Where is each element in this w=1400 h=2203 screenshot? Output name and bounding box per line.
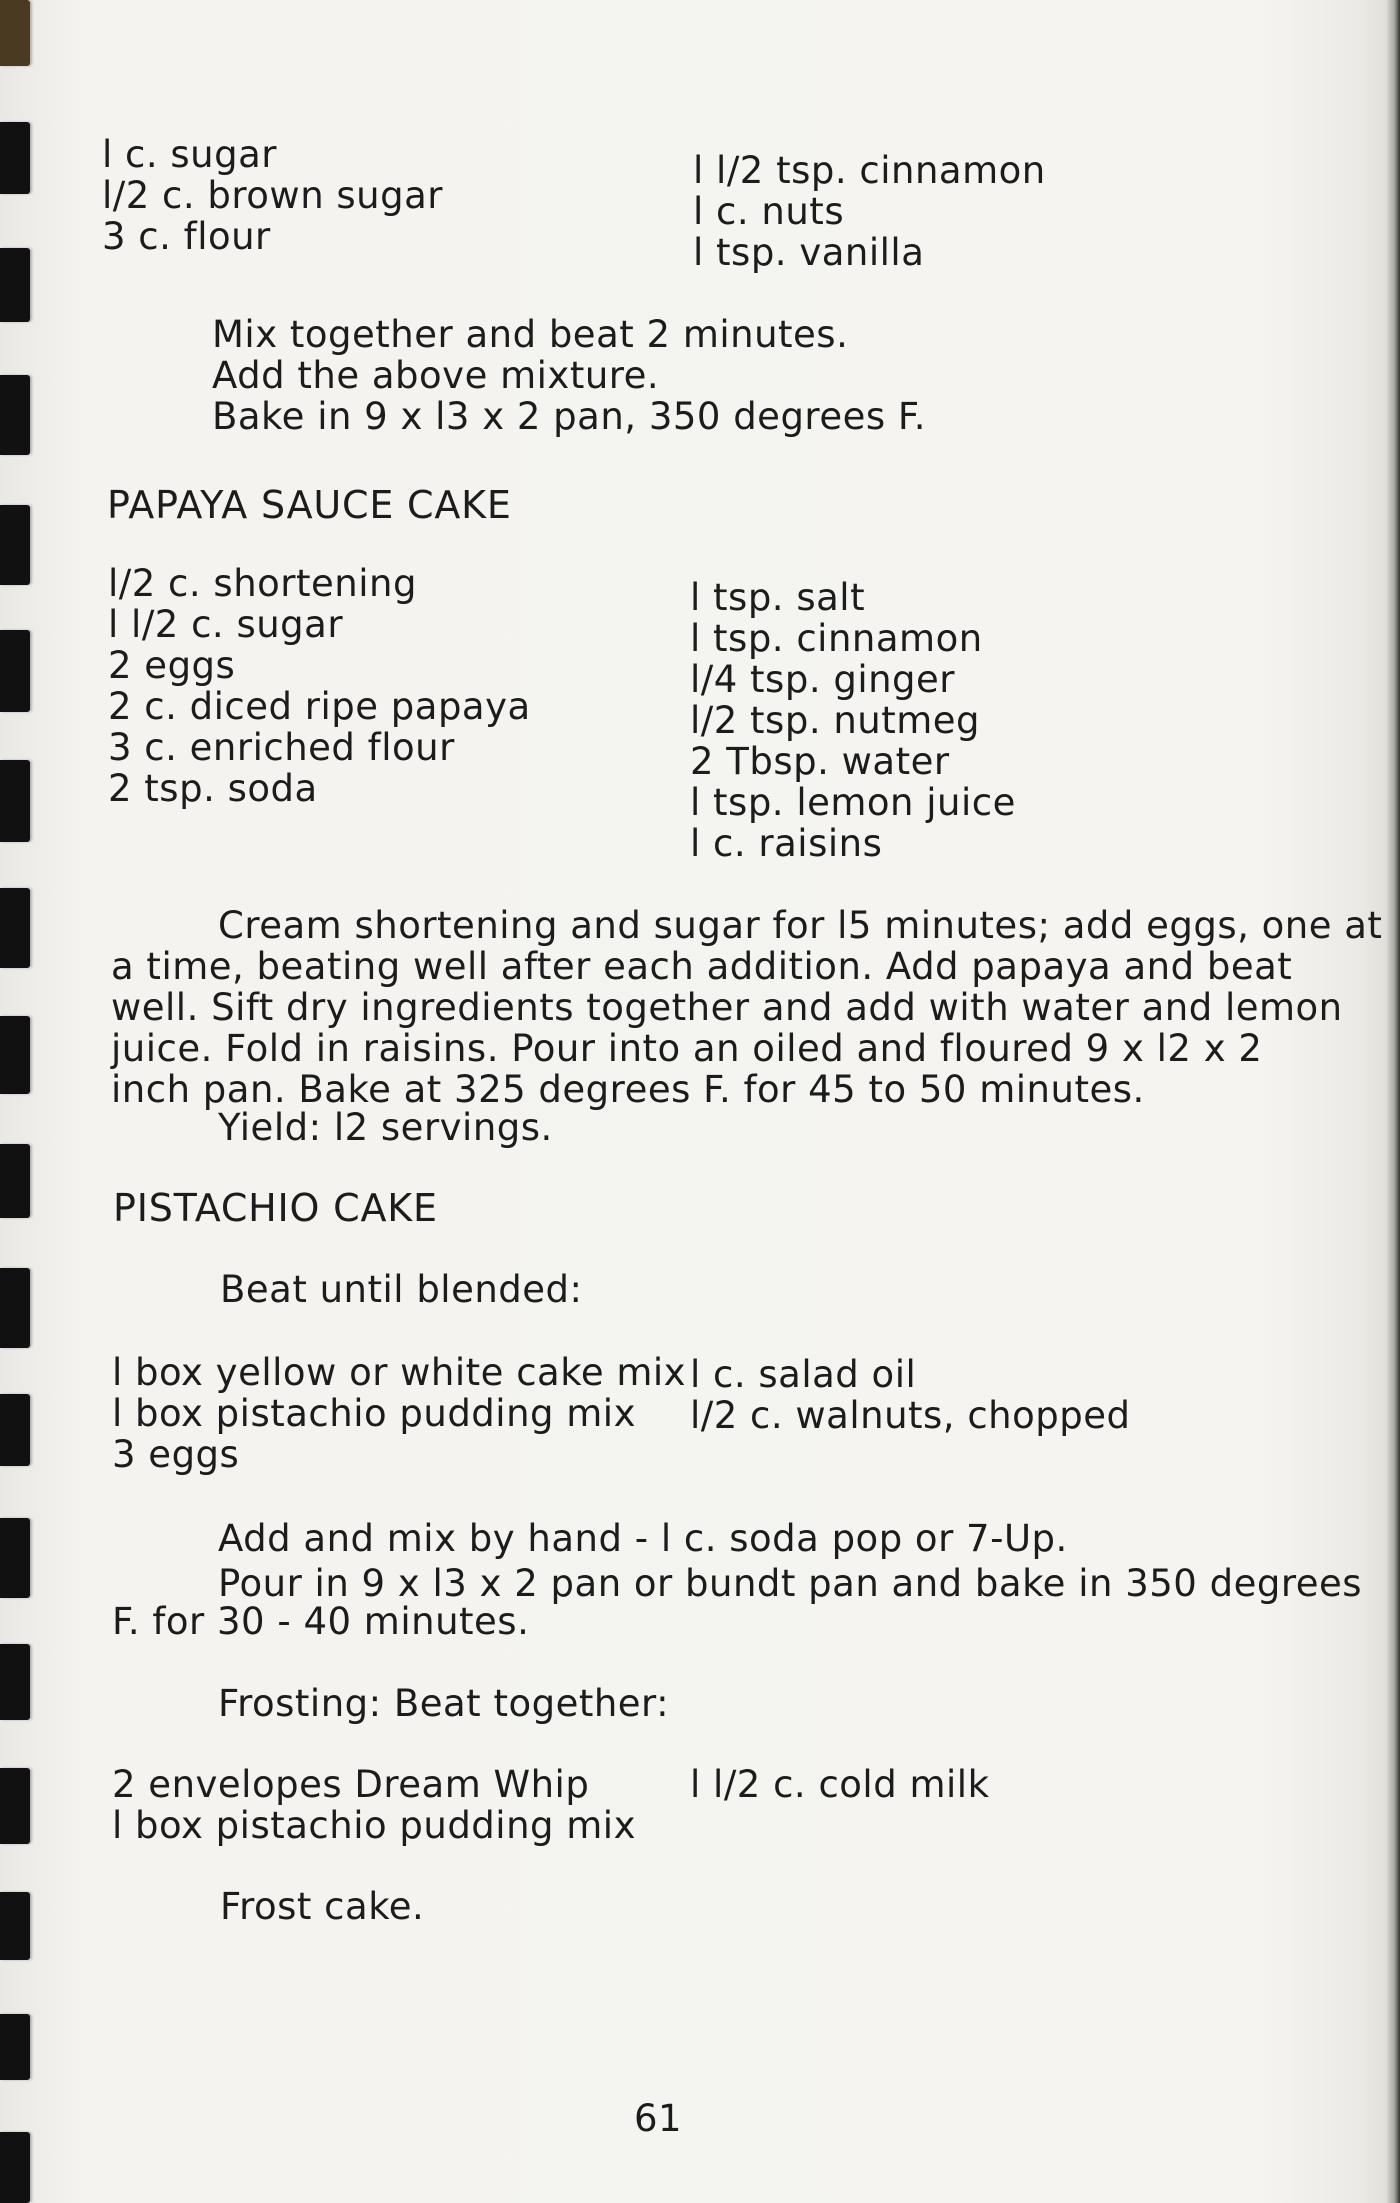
frosting-label: Frosting: Beat together: — [218, 1682, 670, 1725]
frost-cake-line: Frost cake. — [220, 1885, 425, 1928]
ingredient: 2 eggs — [108, 644, 236, 687]
ingredient: 2 c. diced ripe papaya — [108, 685, 531, 728]
instruction-line: Bake in 9 x l3 x 2 pan, 350 degrees F. — [212, 395, 926, 438]
ingredient: 2 tsp. soda — [108, 767, 318, 810]
ingredient: l tsp. salt — [690, 576, 866, 619]
binding-ring — [0, 630, 30, 712]
ingredient: l c. raisins — [690, 822, 883, 865]
ingredient: 3 c. enriched flour — [108, 726, 455, 769]
ingredient: l/4 tsp. ginger — [690, 658, 956, 701]
frosting-ingredients-left — [112, 1764, 636, 1846]
instruction-line: Add the above mixture. — [212, 354, 660, 397]
papaya-ingredients-left — [108, 563, 531, 809]
ingredient: l c. sugar — [102, 133, 278, 176]
binding-ring — [0, 1394, 30, 1466]
method-line: a time, beating well after each addition. Add papaya and beat — [111, 945, 1293, 988]
ingredient: l l/2 tsp. cinnamon — [693, 149, 1046, 192]
ingredient: l tsp. vanilla — [693, 231, 925, 274]
pistachio-ingredients-right — [690, 1354, 1131, 1436]
beat-until-blended: Beat until blended: — [220, 1268, 583, 1311]
papaya-cake-title: PAPAYA SAUCE CAKE — [107, 483, 512, 527]
ingredient: l/2 c. walnuts, chopped — [690, 1394, 1131, 1437]
ingredient: l/2 c. brown sugar — [102, 174, 444, 217]
frosting-ingredients-right — [690, 1764, 990, 1805]
pour-line-continued: F. for 30 - 40 minutes. — [112, 1600, 530, 1643]
binding-ring — [0, 505, 30, 585]
ingredient: l c. salad oil — [690, 1353, 917, 1396]
binding-ring — [0, 760, 30, 842]
ingredient: l box yellow or white cake mix — [112, 1351, 687, 1394]
top-ingredients-left — [102, 134, 443, 257]
pistachio-ingredients-left — [112, 1352, 686, 1475]
ingredient: l/2 c. shortening — [108, 562, 417, 605]
method-line: inch pan. Bake at 325 degrees F. for 45 to 50 minutes. — [111, 1068, 1145, 1111]
binding-ring — [0, 1518, 30, 1598]
ingredient: l box pistachio pudding mix — [112, 1804, 636, 1847]
papaya-method — [111, 904, 1383, 1149]
page-edge-shadow — [1386, 0, 1400, 2203]
method-line: juice. Fold in raisins. Pour into an oiled and floured 9 x l2 x 2 — [111, 1027, 1263, 1070]
binding-ring — [0, 1144, 30, 1218]
instruction-line: Mix together and beat 2 minutes. — [212, 313, 849, 356]
ingredient: l/2 tsp. nutmeg — [690, 699, 981, 742]
pour-line: Pour in 9 x l3 x 2 pan or bundt pan and bake in 350 degrees — [218, 1562, 1363, 1605]
top-ingredients-right — [693, 150, 1046, 273]
binding-ring — [0, 0, 30, 66]
papaya-ingredients-right — [690, 577, 1016, 864]
binding-ring — [0, 375, 30, 455]
binding-ring — [0, 2014, 30, 2080]
binding-ring — [0, 888, 30, 968]
ingredient: l tsp. cinnamon — [690, 617, 983, 660]
ingredient: l l/2 c. sugar — [108, 603, 344, 646]
method-line: Cream shortening and sugar for l5 minutes; add eggs, one at — [218, 904, 1383, 947]
binding-ring — [0, 2132, 30, 2203]
binding-ring — [0, 1768, 30, 1844]
binding-ring — [0, 1016, 30, 1094]
ingredient: l tsp. lemon juice — [690, 781, 1016, 824]
ingredient: l l/2 c. cold milk — [690, 1763, 990, 1806]
top-instructions — [212, 314, 926, 437]
pistachio-cake-title: PISTACHIO CAKE — [113, 1186, 438, 1230]
binding-ring — [0, 122, 30, 194]
ingredient: 3 eggs — [112, 1433, 240, 1476]
binding-ring — [0, 1268, 30, 1348]
spiral-binding — [0, 0, 40, 2203]
ingredient: 3 c. flour — [102, 215, 271, 258]
mix-by-hand-line: Add and mix by hand - l c. soda pop or 7-Up. — [218, 1517, 1068, 1560]
ingredient: 2 Tbsp. water — [690, 740, 950, 783]
ingredient: l box pistachio pudding mix — [112, 1392, 636, 1435]
method-line: well. Sift dry ingredients together and add with water and lemon — [111, 986, 1343, 1029]
binding-ring — [0, 1892, 30, 1960]
yield-line: Yield: l2 servings. — [218, 1106, 553, 1149]
ingredient: l c. nuts — [693, 190, 845, 233]
binding-ring — [0, 248, 30, 322]
page-number: 61 — [634, 2097, 683, 2140]
binding-ring — [0, 1644, 30, 1720]
ingredient: 2 envelopes Dream Whip — [112, 1763, 590, 1806]
